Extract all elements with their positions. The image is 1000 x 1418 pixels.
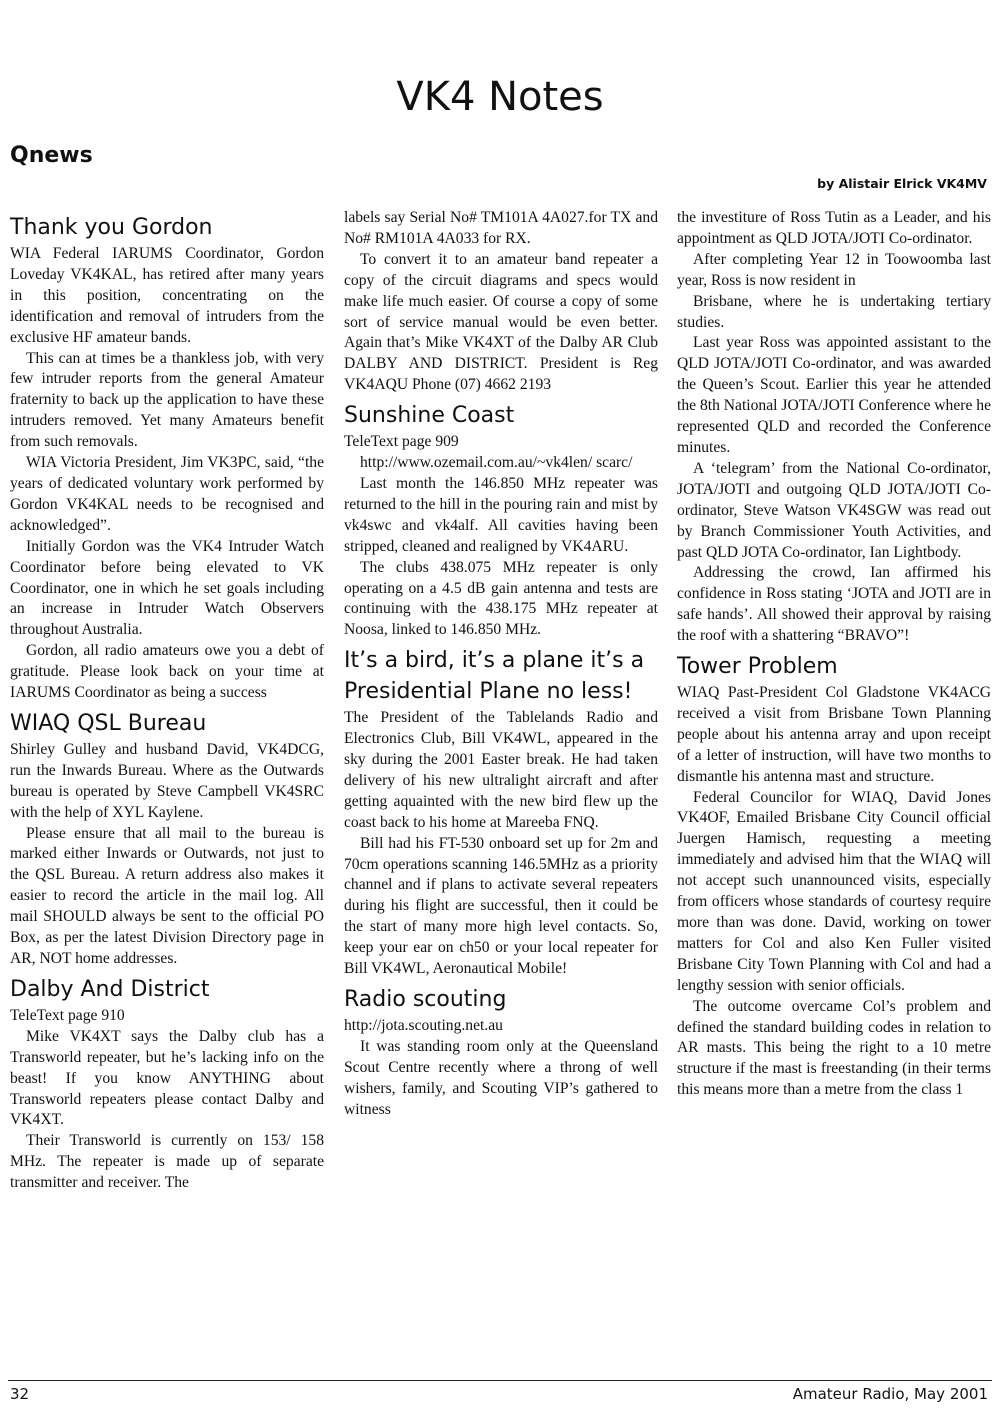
body-paragraph: Shirley Gulley and husband David, VK4DCG, run the Inwards Bureau. Where as the Outwards bureau is operated by Steve Campbell VK4SRC with the help of XYL Kaylene. [10,740,324,821]
body-paragraph: The clubs 438.075 MHz repeater is only operating on a 4.5 dB gain antenna and tests are continuing with the 438.175 MHz repeater at Noosa, linked to 146.850 MHz. [344,558,658,639]
body-paragraph: WIA Victoria President, Jim VK3PC, said, “the years of dedicated voluntary work performed by Gordon VK4KAL needs to be recognised and acknowledged”. [10,454,324,534]
page-title: VK4 Notes [396,74,604,120]
body-paragraph: the investiture of Ross Tutin as a Leader, and his appointment as QLD JOTA/JOTI Co-ordinator. [677,209,991,247]
body-paragraph: This can at times be a thankless job, with very few intruder reports from the general Amateur fraternity to back up the application to have these intruders removed. Yet many Amateurs benefit from such removals. [10,349,324,451]
body-paragraph: Bill had his FT-530 onboard set up for 2m and 70cm operations scanning 146.5MHz as a priority channel and if plans to activate several repeaters during his flight are successful, then it could be the start of many more high level contacts. So, keep your ear on ch50 or your local repeater for Bill VK4WL, Aeronautical Mobile! [344,834,658,978]
section-label: Qnews [10,143,93,168]
section-heading: Dalby And District [10,976,210,1002]
body-paragraph: http://jota.scouting.net.au [344,1017,503,1034]
author-byline: by Alistair Elrick VK4MV [817,176,987,191]
section-heading: Sunshine Coast [344,403,515,429]
page-number: 32 [10,1385,30,1403]
body-paragraph: It was standing room only at the Queensland Scout Centre recently where a throng of well wishers, family, and Scouting VIP’s gathered to witness [344,1037,658,1118]
article-column-3 [677,208,991,1101]
body-paragraph: WIAQ Past-President Col Gladstone VK4ACG received a visit from Brisbane Town Planning people about his antenna array and upon receipt of a letter of instruction, will have two months to dismantle his antenna mast and structure. [677,684,991,785]
body-paragraph: Please ensure that all mail to the bureau is marked either Inwards or Outwards, not just to the QSL Bureau. A return address also makes it easier to record the article in the mail log. All mail SHOULD always be sent to the official PO Box, as per the latest Division Directory page in AR, NOT home addresses. [10,824,324,967]
body-paragraph: A ‘telegram’ from the National Co-ordinator, JOTA/JOTI and outgoing QLD JOTA/JOTI Co-ordinator, Steve Watson VK4SGW was read out by Branch Commissioner Youth Activities, and past QLD JOTA Co-ordinator, Ian Lightbody. [677,459,991,561]
body-paragraph: Federal Councilor for WIAQ, David Jones VK4OF, Emailed Brisbane City Council official Juergen Hamisch, requesting a meeting immediately and advised him that the WIAQ will not accept such unannounced visits, especially from officers whose standards of courtesy require more than was done. David, working on tower matters for Col and also Ken Fuller visited Brisbane City Town Planning with Col and had a lengthy session with senior officials. [677,788,991,994]
article-column-1 [10,208,324,1194]
section-heading: WIAQ QSL Bureau [10,710,207,736]
body-paragraph: To convert it to an amateur band repeater a copy of the circuit diagrams and specs would make life much easier. Of course a copy of some sort of service manual would be even better. Again that’s Mike VK4XT of the Dalby AR Club DALBY AND DISTRICT. President is Reg VK4AQU Phone (07) 4662 2193 [344,250,658,394]
body-paragraph: Initially Gordon was the VK4 Intruder Watch Coordinator before being elevated to VK Coordinator, one in which he set goals including an increase in Intruder Watch Observers throughout Australia. [10,537,324,639]
section-heading: It’s a bird, it’s a plane it’s a Presidential Plane no less! [344,648,645,705]
body-paragraph: Last year Ross was appointed assistant to the QLD JOTA/JOTI Co-ordinator, and was awarded the Queen’s Scout. Earlier this year he attended the 8th National JOTA/JOTI Conference where he represented QLD and recorded the Conference minutes. [677,334,991,456]
body-paragraph: Gordon, all radio amateurs owe you a debt of gratitude. Please look back on your time at IARUMS Coordinator as being a success [10,642,324,702]
body-paragraph: labels say Serial No# TM101A 4A027.for TX and No# RM101A 4A033 for RX. [344,209,658,247]
body-paragraph: Last month the 146.850 MHz repeater was returned to the hill in the pouring rain and mist by vk4swc and vk4alf. All cavities having been stripped, cleaned and realigned by VK4ARU. [344,474,658,555]
footer-divider [8,1380,992,1381]
article-column-2 [344,208,658,1121]
body-paragraph: WIA Federal IARUMS Coordinator, Gordon Loveday VK4KAL, has retired after many years in this position, concentrating on the identification and removal of intruders from the exclusive HF amateur bands. [10,245,324,346]
body-paragraph: TeleText page 909 [344,433,459,451]
section-heading: Radio scouting [344,987,507,1012]
section-heading: Tower Problem [677,654,838,680]
body-paragraph: TeleText page 910 [10,1006,125,1024]
body-paragraph: The outcome overcame Col’s problem and defined the standard building codes in relation to AR masts. This being the right to a 10 metre structure if the mast is freestanding (in their terms this means more than a metre from the class 1 [677,997,991,1099]
body-paragraph: Addressing the crowd, Ian affirmed his confidence in Ross stating ‘JOTA and JOTI are in safe hands’. All showed their approval by raising the roof with a shattering “BRAVO”! [677,564,991,645]
body-paragraph: Mike VK4XT says the Dalby club has a Transworld repeater, but he’s lacking info on the beast! If you know ANYTHING about Transworld repeaters please contact Dalby and VK4XT. [10,1027,324,1129]
section-heading: Thank you Gordon [10,215,213,240]
body-paragraph: Their Transworld is currently on 153/ 158 MHz. The repeater is made up of separate transmitter and receiver. The [10,1132,324,1192]
body-paragraph: The President of the Tablelands Radio and Electronics Club, Bill VK4WL, appeared in the sky during the 2001 Easter break. He had taken delivery of his new ultralight aircraft and after getting aquainted with the new bird flew up the coast back to his home at Mareeba FNQ. [344,709,658,831]
url-text: http://www.ozemail.com.au/~vk4len/ scarc/ [360,454,633,472]
publication-footer: Amateur Radio, May 2001 [792,1385,988,1403]
body-paragraph: After completing Year 12 in Toowoomba last year, Ross is now resident in [677,250,991,289]
body-paragraph: Brisbane, where he is undertaking tertiary studies. [677,292,991,331]
